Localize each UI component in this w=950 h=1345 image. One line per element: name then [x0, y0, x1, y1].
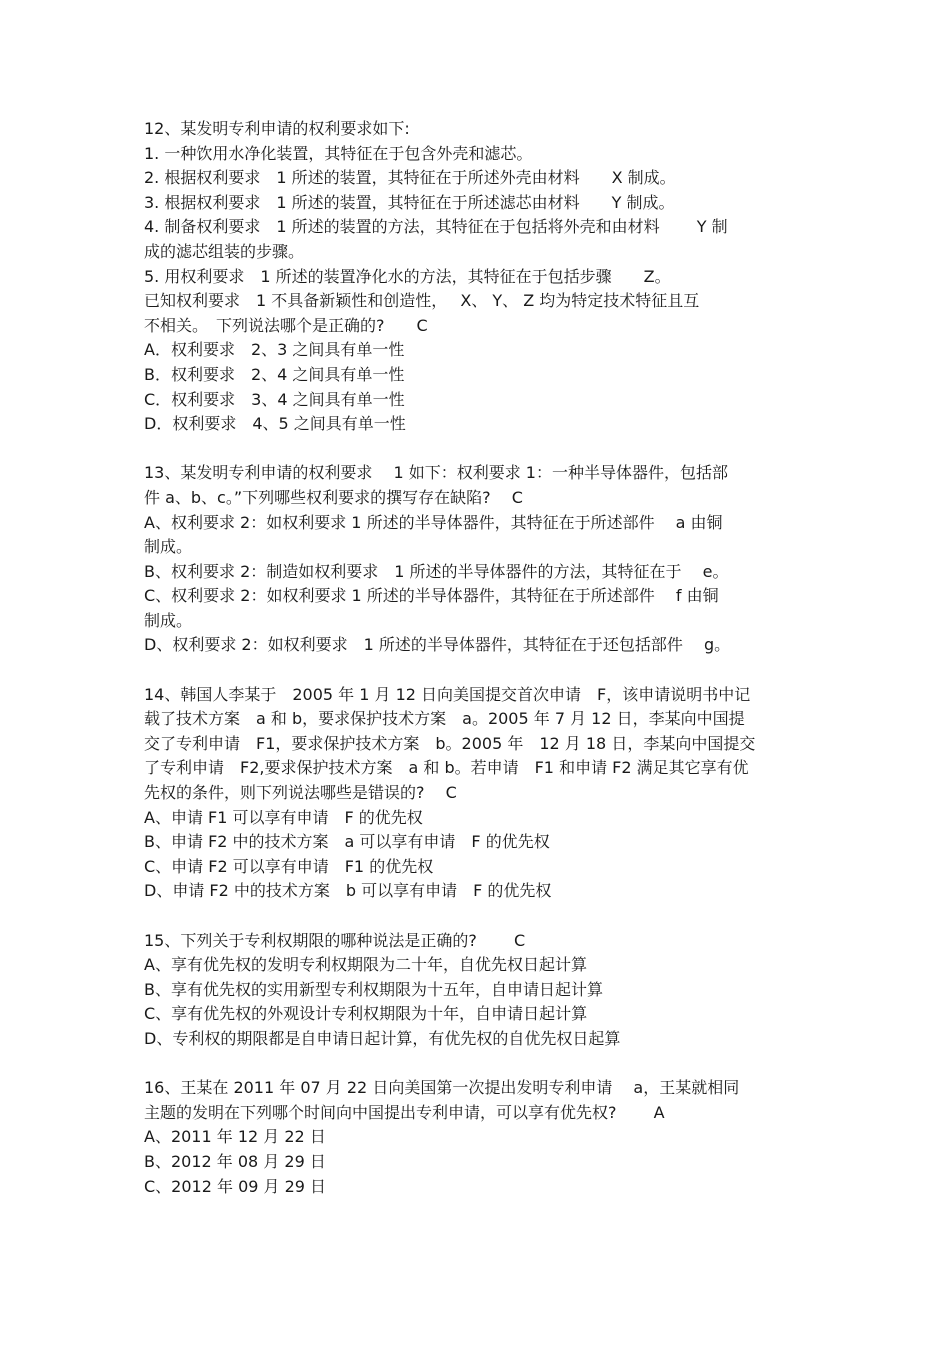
- q12-question: 不相关。 下列说法哪个是正确的? C: [144, 315, 428, 335]
- q12-option-b: B．权利要求 2、4 之间具有单一性: [144, 364, 405, 384]
- q13-option-a-cont: 制成。: [144, 537, 193, 557]
- document-content: [144, 117, 809, 1199]
- q14-stem-line-2: 载了技术方案 a 和 b，要求保护技术方案 a。2005 年 7 月 12 日，李某向中国提: [144, 709, 745, 729]
- q13-option-c: C、权利要求 2：如权利要求 1 所述的半导体器件，其特征在于所述部件 f 由铜: [144, 586, 719, 606]
- q14-stem-line-5: 先权的条件，则下列说法哪些是错误的? C: [144, 783, 457, 803]
- q12-premise: 已知权利要求 1 不具备新颖性和创造性， X、 Y、 Z 均为特定技术特征且互: [144, 291, 700, 311]
- q12-option-d: D．权利要求 4、5 之间具有单一性: [144, 414, 406, 434]
- spacer: [144, 1052, 809, 1077]
- q13-stem-line-2: 件 a、b、c。”下列哪些权利要求的撰写存在缺陷? C: [144, 487, 523, 507]
- q16-option-c: C、2012 年 09 月 29 日: [144, 1176, 327, 1196]
- q12-option-a: A．权利要求 2、3 之间具有单一性: [144, 340, 405, 360]
- question-15: [144, 929, 809, 1052]
- q13-option-b: B、权利要求 2：制造如权利要求 1 所述的半导体器件的方法，其特征在于 e。: [144, 561, 729, 581]
- q12-claim-4: 4. 制备权利要求 1 所述的装置的方法，其特征在于包括将外壳和由材料 Y 制: [144, 217, 728, 237]
- q12-claim-1: 1. 一种饮用水净化装置，其特征在于包含外壳和滤芯。: [144, 143, 533, 163]
- q16-option-b: B、2012 年 08 月 29 日: [144, 1151, 326, 1171]
- q16-stem-line-1: 16、王某在 2011 年 07 月 22 日向美国第一次提出发明专利申请 a，王某就相同: [144, 1078, 740, 1098]
- spacer: [144, 904, 809, 929]
- q15-option-b: B、享有优先权的实用新型专利权期限为十五年，自申请日起计算: [144, 979, 603, 999]
- q12-stem-line-1: 12、某发明专利申请的权利要求如下:: [144, 119, 410, 138]
- q15-option-c: C、享有优先权的外观设计专利权期限为十年，自申请日起计算: [144, 1004, 588, 1024]
- q14-option-a: A、申请 F1 可以享有申请 F 的优先权: [144, 807, 423, 827]
- q14-stem-line-3: 交了专利申请 F1，要求保护技术方案 b。2005 年 12 月 18 日，李某向中国提交: [144, 733, 756, 753]
- q12-claim-3: 3. 根据权利要求 1 所述的装置，其特征在于所述滤芯由材料 Y 制成。: [144, 192, 675, 212]
- spacer: [144, 658, 809, 683]
- q16-option-a: A、2011 年 12 月 22 日: [144, 1127, 326, 1147]
- q15-option-a: A、享有优先权的发明专利权期限为二十年，自优先权日起计算: [144, 955, 587, 975]
- q14-stem-line-1: 14、韩国人李某于 2005 年 1 月 12 日向美国提交首次申请 F，该申请说明书中记: [144, 684, 751, 704]
- q12-claim-2: 2. 根据权利要求 1 所述的装置，其特征在于所述外壳由材料 X 制成。: [144, 168, 676, 188]
- q13-stem-line-1: 13、某发明专利申请的权利要求 1 如下：权利要求 1：一种半导体器件，包括部: [144, 463, 728, 483]
- q14-option-d: D、申请 F2 中的技术方案 b 可以享有申请 F 的优先权: [144, 881, 552, 901]
- q14-stem-line-4: 了专利申请 F2,要求保护技术方案 a 和 b。若申请 F1 和申请 F2 满足其它享有优: [144, 758, 749, 778]
- q14-option-c: C、申请 F2 可以享有申请 F1 的优先权: [144, 856, 434, 876]
- q12-claim-4-cont: 成的滤芯组装的步骤。: [144, 241, 305, 261]
- q16-stem-line-2: 主题的发明在下列哪个时间向中国提出专利申请，可以享有优先权? A: [144, 1102, 665, 1122]
- q13-option-c-cont: 制成。: [144, 610, 193, 630]
- q15-stem: 15、下列关于专利权期限的哪种说法是正确的? C: [144, 930, 526, 950]
- q15-option-d: D、专利权的期限都是自申请日起计算，有优先权的自优先权日起算: [144, 1028, 621, 1048]
- q13-option-d: D、权利要求 2：如权利要求 1 所述的半导体器件，其特征在于还包括部件 g。: [144, 635, 731, 655]
- q12-claim-5: 5. 用权利要求 1 所述的装置净化水的方法，其特征在于包括步骤 Z。: [144, 266, 671, 286]
- q14-option-b: B、申请 F2 中的技术方案 a 可以享有申请 F 的优先权: [144, 832, 550, 852]
- question-16: [144, 1076, 809, 1199]
- question-12: [144, 117, 809, 437]
- question-13: [144, 461, 809, 658]
- question-14: [144, 683, 809, 904]
- q12-option-c: C．权利要求 3、4 之间具有单一性: [144, 389, 405, 409]
- q13-option-a: A、权利要求 2：如权利要求 1 所述的半导体器件，其特征在于所述部件 a 由铜: [144, 512, 723, 532]
- spacer: [144, 437, 809, 462]
